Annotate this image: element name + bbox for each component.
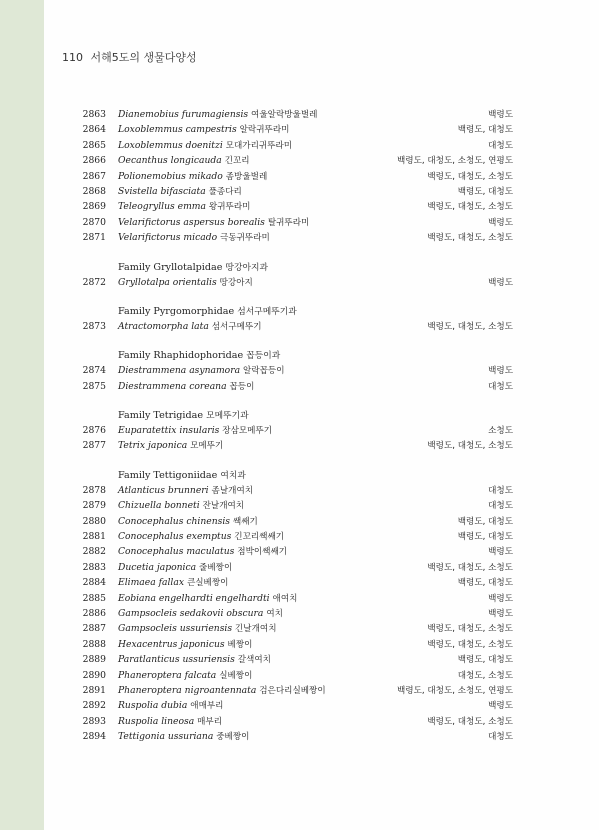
korean-name: 긴꼬리쌕쌔기	[234, 532, 285, 543]
island-locations: 백령도	[488, 277, 513, 288]
species-name	[106, 575, 458, 591]
family-korean-name: 모메뚜기과	[206, 411, 249, 422]
scientific-name: Polionemobius mikado	[118, 170, 223, 182]
island-locations: 백령도	[488, 608, 513, 619]
species-number: 2881	[82, 531, 106, 543]
korean-name: 알락꼽등이	[243, 366, 285, 377]
family-heading	[80, 408, 513, 423]
species-row	[80, 698, 513, 713]
scientific-name: Conocephalus maculatus	[118, 546, 235, 558]
island-locations: 백령도, 대청도, 소청도	[427, 562, 513, 573]
species-row	[80, 591, 513, 606]
page-number: 110	[62, 51, 83, 64]
species-number: 2874	[82, 365, 106, 377]
island-locations: 백령도, 대청도, 소청도	[427, 171, 513, 182]
scientific-name: Phaneroptera nigroantennata	[118, 684, 257, 696]
species-name	[106, 169, 427, 185]
scientific-name: Gryllotalpa orientalis	[118, 276, 217, 288]
species-name	[106, 698, 488, 714]
species-name	[106, 529, 458, 545]
family-korean-name: 섬서구메뚜기과	[237, 306, 297, 317]
species-name	[106, 138, 488, 154]
island-locations: 백령도, 대청도, 소청도	[427, 233, 513, 244]
island-locations: 백령도	[488, 110, 513, 120]
species-name	[106, 591, 488, 607]
island-locations: 백령도	[488, 547, 513, 558]
species-name	[106, 621, 427, 637]
korean-name: 꼽등이	[229, 381, 255, 392]
species-row	[80, 275, 513, 290]
species-name	[106, 606, 488, 622]
species-row	[80, 199, 513, 214]
island-locations: 대청도	[488, 381, 513, 392]
scientific-name: Elimaea fallax	[118, 577, 185, 589]
island-locations: 백령도, 대청도	[457, 655, 513, 666]
species-name	[106, 379, 488, 395]
korean-name: 애매부리	[190, 701, 224, 712]
island-locations: 대청도	[488, 732, 513, 743]
family-scientific-name: Family Pyrgomorphidae	[118, 305, 235, 317]
species-number: 2869	[82, 201, 106, 213]
species-number: 2872	[82, 276, 106, 288]
family-heading	[80, 348, 513, 363]
species-number: 2879	[82, 500, 106, 512]
island-locations: 백령도	[488, 701, 513, 712]
species-number: 2886	[82, 607, 106, 619]
korean-name: 중베짱이	[216, 732, 250, 743]
scientific-name: Gampsocleis ussuriensis	[118, 623, 233, 635]
scientific-name: Dianemobius furumagiensis	[118, 109, 249, 120]
species-number: 2892	[82, 700, 106, 712]
species-name	[106, 438, 427, 454]
species-number: 2880	[82, 515, 106, 527]
korean-name: 긴날개여치	[235, 624, 277, 635]
species-number: 2868	[82, 185, 106, 197]
scientific-name: Gampsocleis sedakovii obscura	[118, 607, 264, 619]
island-locations: 백령도	[488, 217, 513, 228]
korean-name: 잔날개여치	[202, 501, 245, 512]
book-title: 서해5도의 생물다양성	[90, 51, 197, 64]
scientific-name: Tettigonia ussuriana	[118, 731, 214, 743]
species-name	[106, 498, 488, 514]
island-locations: 백령도	[488, 593, 513, 604]
species-row	[80, 529, 513, 544]
species-row	[80, 621, 513, 636]
korean-name: 풀종다리	[208, 186, 242, 197]
korean-name: 극동귀뚜라미	[220, 233, 270, 244]
korean-name: 갈색여치	[237, 655, 271, 666]
species-name	[106, 514, 458, 530]
species-name	[106, 544, 488, 560]
species-number: 2883	[82, 561, 106, 573]
scientific-name: Ruspolia dubia	[118, 700, 188, 712]
korean-name: 모대가리귀뚜라미	[225, 140, 293, 151]
species-name	[106, 215, 488, 231]
species-row	[80, 606, 513, 621]
species-number: 2889	[82, 654, 106, 666]
species-number: 2882	[82, 546, 106, 558]
scientific-name: Conocephalus exemptus	[118, 531, 232, 543]
species-number: 2871	[82, 232, 106, 244]
korean-name: 좀방울벌레	[225, 171, 268, 182]
species-number: 2878	[82, 484, 106, 496]
scientific-name: Paratlanticus ussuriensis	[118, 654, 235, 666]
island-locations: 대청도	[488, 140, 513, 151]
korean-name: 알락귀뚜라미	[239, 125, 290, 136]
species-name	[106, 184, 458, 200]
species-name	[106, 199, 427, 215]
species-number: 2870	[82, 216, 106, 228]
korean-name: 여치	[266, 608, 283, 619]
species-name	[106, 637, 427, 653]
species-row	[80, 215, 513, 230]
species-number: 2865	[82, 139, 106, 151]
korean-name: 쌕쌔기	[232, 516, 258, 527]
species-number: 2877	[82, 440, 106, 452]
species-number: 2891	[82, 684, 106, 696]
species-number: 2884	[82, 577, 106, 589]
species-row	[80, 169, 513, 184]
species-number: 2873	[82, 320, 106, 332]
scientific-name: Ruspolia lineosa	[118, 715, 195, 727]
scientific-name: Euparatettix insularis	[118, 425, 220, 437]
species-name	[106, 363, 488, 379]
scientific-name: Atlanticus brunneri	[118, 484, 209, 496]
species-list	[80, 107, 513, 745]
species-name	[106, 423, 488, 439]
island-locations: 백령도, 대청도, 소청도, 연평도	[396, 685, 513, 696]
species-row	[80, 319, 513, 334]
island-locations: 백령도, 대청도	[457, 578, 513, 589]
island-locations: 백령도, 대청도	[457, 532, 513, 543]
scientific-name: Diestrammena coreana	[118, 380, 227, 392]
species-row	[80, 184, 513, 199]
scientific-name: Tetrix japonica	[118, 440, 188, 452]
species-name	[106, 668, 458, 684]
species-name	[106, 122, 458, 138]
species-row	[80, 544, 513, 559]
family-heading	[80, 468, 513, 483]
island-locations: 백령도, 대청도, 소청도	[427, 624, 513, 635]
scientific-name: Diestrammena asynamora	[118, 365, 241, 377]
scientific-name: Oecanthus longicauda	[118, 155, 222, 167]
scientific-name: Svistella bifasciata	[118, 185, 206, 197]
family-scientific-name: Family Tetrigidae	[118, 410, 204, 422]
family-scientific-name: Family Rhaphidophoridae	[118, 350, 244, 362]
species-number: 2890	[82, 669, 106, 681]
species-name	[106, 275, 488, 291]
species-row	[80, 122, 513, 137]
family-korean-name: 땅강아지과	[225, 262, 268, 273]
species-row	[80, 438, 513, 453]
island-locations: 백령도, 대청도, 소청도	[427, 321, 513, 332]
korean-name: 탈귀뚜라미	[267, 217, 310, 228]
species-row	[80, 714, 513, 729]
species-row	[80, 498, 513, 513]
species-number: 2866	[82, 155, 106, 167]
species-number: 2887	[82, 623, 106, 635]
species-name	[106, 652, 458, 668]
species-name	[106, 483, 488, 499]
korean-name: 애여치	[272, 593, 298, 604]
island-locations: 백령도, 대청도, 소청도	[427, 639, 513, 650]
species-row	[80, 637, 513, 652]
korean-name: 줄베짱이	[199, 562, 233, 573]
species-name	[106, 153, 397, 169]
korean-name: 왕귀뚜라미	[208, 202, 251, 213]
scientific-name: Teleogryllus emma	[118, 201, 206, 213]
island-locations: 백령도, 대청도	[457, 186, 513, 197]
species-row	[80, 138, 513, 153]
species-name	[106, 319, 427, 335]
page-margin-bar	[0, 0, 44, 830]
korean-name: 섬서구메뚜기	[211, 321, 262, 332]
korean-name: 베짱이	[227, 639, 253, 650]
species-row	[80, 379, 513, 394]
family-scientific-name: Family Gryllotalpidae	[118, 261, 223, 273]
scientific-name: Loxoblemmus campestris	[118, 124, 237, 136]
family-scientific-name: Family Tettigoniidae	[118, 469, 218, 481]
species-row	[80, 153, 513, 168]
scientific-name: Eobiana engelhardti engelhardti	[118, 592, 270, 604]
island-locations: 백령도, 대청도	[457, 125, 513, 136]
species-row	[80, 683, 513, 698]
korean-name: 매부리	[197, 716, 223, 727]
island-locations: 백령도, 대청도	[457, 516, 513, 527]
island-locations: 백령도, 대청도, 소청도	[427, 716, 513, 727]
species-row	[80, 230, 513, 245]
species-row	[80, 423, 513, 438]
scientific-name: Ducetia japonica	[118, 561, 197, 573]
korean-name: 큰실베짱이	[186, 578, 229, 589]
species-number: 2864	[82, 124, 106, 136]
island-locations: 대청도	[488, 501, 513, 512]
species-row	[80, 514, 513, 529]
korean-name: 여울알락방울벌레	[251, 110, 318, 120]
species-row	[80, 575, 513, 590]
family-korean-name: 꼽등이과	[246, 351, 281, 362]
species-row	[80, 729, 513, 744]
species-name	[106, 714, 427, 730]
species-name	[106, 683, 397, 699]
korean-name: 땅강아지	[219, 277, 253, 288]
scientific-name: Chizuella bonneti	[118, 500, 200, 512]
species-number: 2893	[82, 715, 106, 727]
scientific-name: Atractomorpha lata	[118, 320, 209, 332]
species-number: 2885	[82, 592, 106, 604]
species-name	[106, 107, 488, 123]
species-row	[80, 560, 513, 575]
korean-name: 모메뚜기	[190, 441, 224, 452]
family-heading	[80, 304, 513, 319]
korean-name: 장삼모메뚜기	[222, 426, 273, 437]
scientific-name: Phaneroptera falcata	[118, 669, 217, 681]
korean-name: 긴꼬리	[224, 156, 250, 167]
island-locations: 백령도, 대청도, 소청도	[427, 202, 513, 213]
island-locations: 백령도, 대청도, 소청도, 연평도	[396, 156, 513, 167]
scientific-name: Conocephalus chinensis	[118, 515, 230, 527]
species-row	[80, 652, 513, 667]
species-row	[80, 668, 513, 683]
scientific-name: Velarifictorus micado	[118, 232, 218, 244]
family-korean-name: 여치과	[220, 470, 246, 481]
species-row	[80, 107, 513, 122]
island-locations: 대청도	[488, 485, 513, 496]
scientific-name: Hexacentrus japonicus	[118, 638, 225, 650]
species-number: 2863	[82, 109, 106, 120]
korean-name: 검은다리실베짱이	[259, 685, 326, 696]
species-number: 2888	[82, 638, 106, 650]
island-locations: 백령도	[488, 366, 513, 377]
species-name	[106, 729, 488, 745]
island-locations: 백령도, 대청도, 소청도	[427, 441, 513, 452]
species-number: 2875	[82, 380, 106, 392]
korean-name: 실베짱이	[219, 670, 253, 681]
species-name	[106, 230, 427, 246]
species-number: 2876	[82, 425, 106, 437]
species-number: 2894	[82, 731, 106, 743]
family-heading	[80, 260, 513, 275]
species-name	[106, 560, 427, 576]
scientific-name: Loxoblemmus doenitzi	[118, 139, 223, 151]
island-locations: 대청도, 소청도	[457, 670, 513, 681]
korean-name: 점박이쌕쌔기	[237, 547, 288, 558]
species-row	[80, 483, 513, 498]
korean-name: 좀날개여치	[211, 485, 254, 496]
island-locations: 소청도	[488, 426, 513, 437]
page-header	[62, 49, 197, 65]
scientific-name: Velarifictorus aspersus borealis	[118, 216, 265, 228]
species-row	[80, 363, 513, 378]
species-number: 2867	[82, 170, 106, 182]
